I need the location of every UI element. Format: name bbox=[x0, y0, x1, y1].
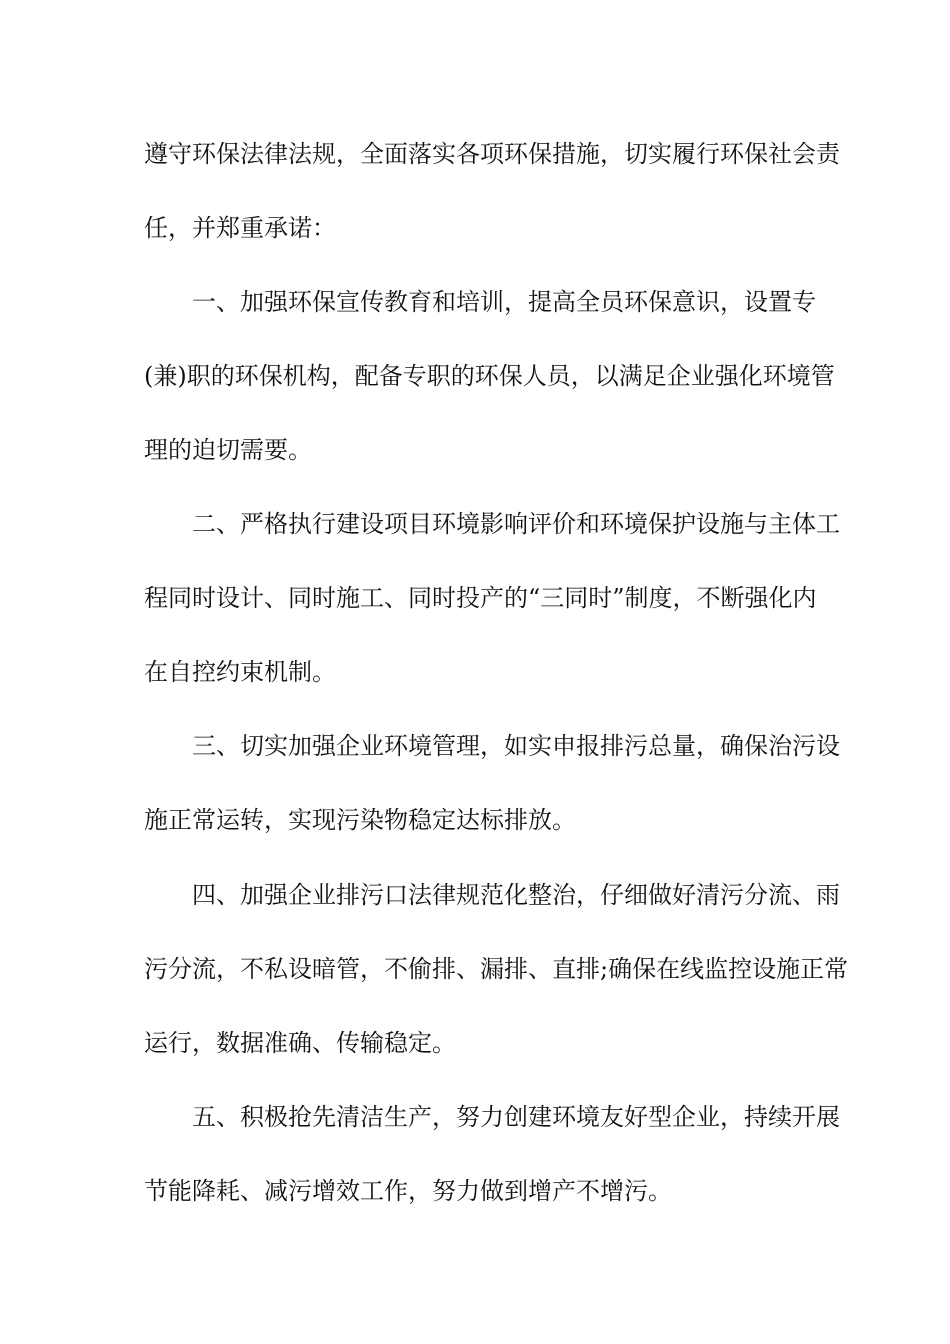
paragraph-line: 运行，数据准确、传输稳定。 bbox=[144, 1029, 456, 1057]
paragraph-line: 遵守环保法律法规，全面落实各项环保措施，切实履行环保社会责 bbox=[144, 140, 840, 168]
paragraph-line: 程同时设计、同时施工、同时投产的“三同时”制度，不断强化内 bbox=[144, 584, 817, 612]
paragraph-line: 污分流，不私设暗管，不偷排、漏排、直排;确保在线监控设施正常 bbox=[144, 955, 849, 983]
paragraph-line: 一、加强环保宣传教育和培训，提高全员环保意识，设置专 bbox=[192, 288, 816, 316]
paragraph-line: 二、严格执行建设项目环境影响评价和环境保护设施与主体工 bbox=[192, 510, 840, 538]
paragraph-line: 五、积极抢先清洁生产，努力创建环境友好型企业，持续开展 bbox=[192, 1103, 840, 1131]
paragraph-line: (兼)职的环保机构，配备专职的环保人员，以满足企业强化环境管 bbox=[144, 362, 835, 390]
paragraph-line: 四、加强企业排污口法律规范化整治，仔细做好清污分流、雨 bbox=[192, 881, 840, 909]
paragraph-line: 节能降耗、减污增效工作，努力做到增产不增污。 bbox=[144, 1177, 672, 1205]
paragraph-line: 三、切实加强企业环境管理，如实申报排污总量，确保治污设 bbox=[192, 732, 840, 760]
paragraph-line: 施正常运转，实现污染物稳定达标排放。 bbox=[144, 806, 576, 834]
paragraph-line: 理的迫切需要。 bbox=[144, 436, 312, 464]
paragraph-line: 任，并郑重承诺： bbox=[144, 214, 336, 242]
paragraph-line: 在自控约束机制。 bbox=[144, 658, 336, 686]
